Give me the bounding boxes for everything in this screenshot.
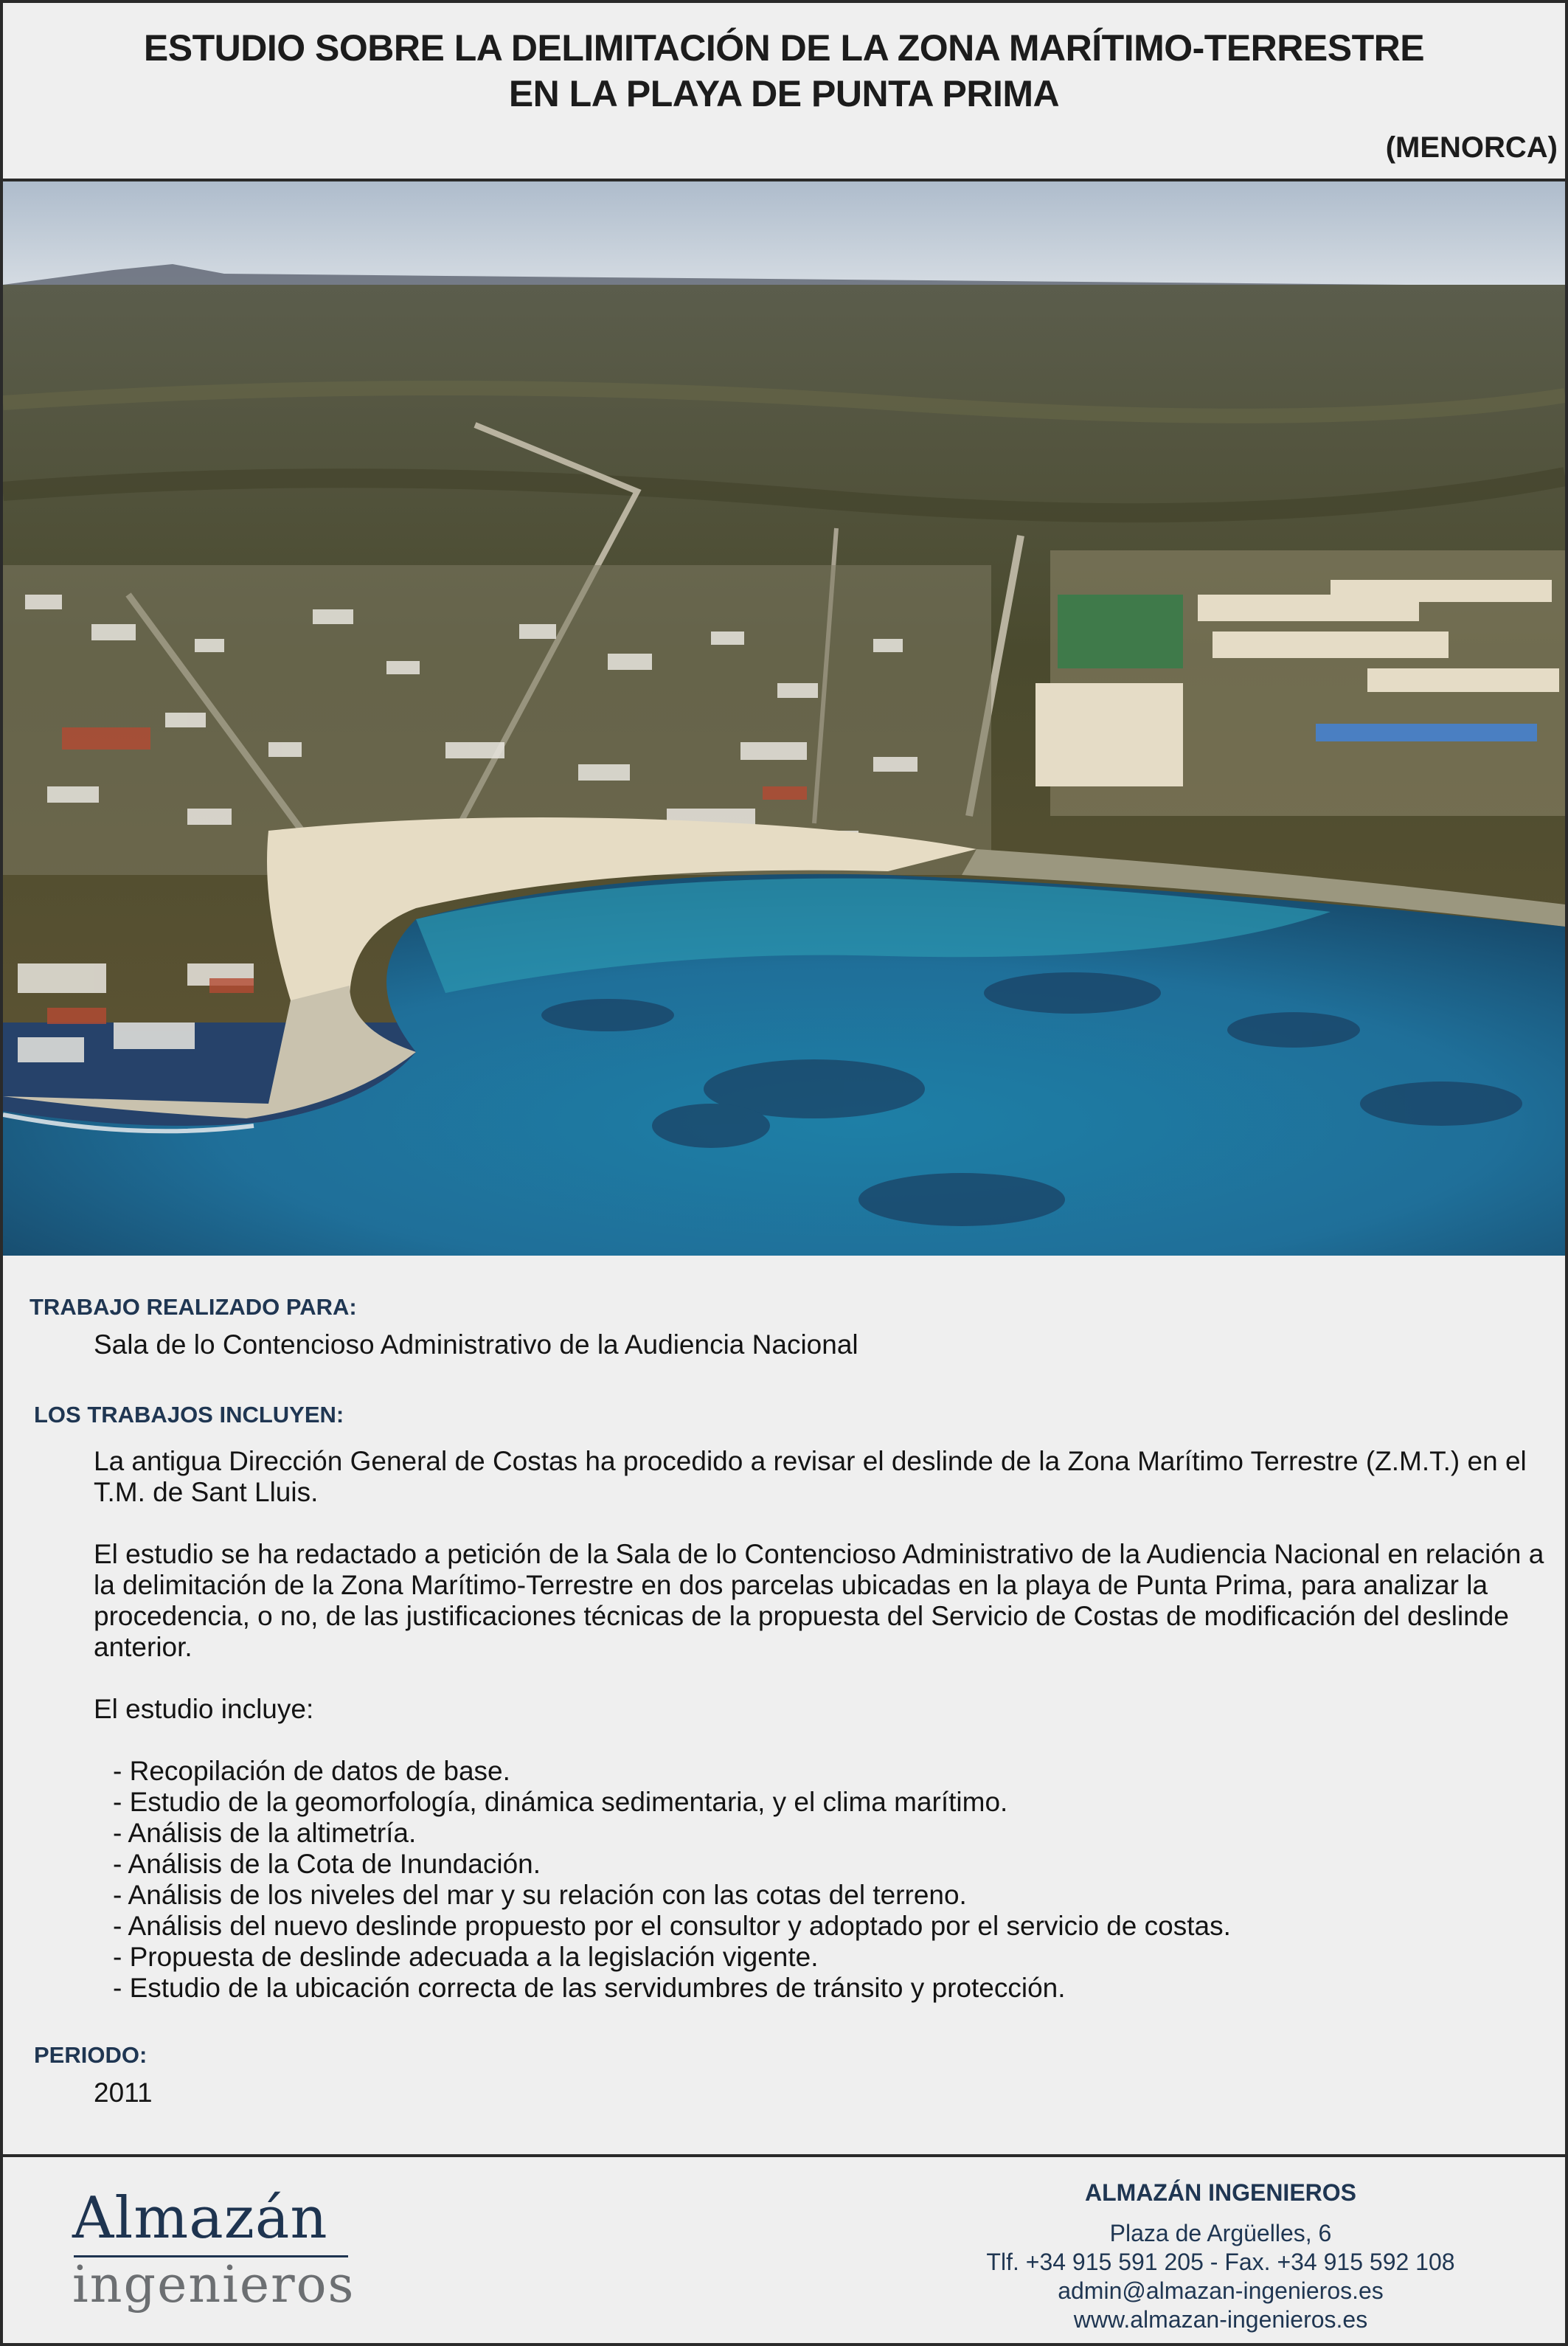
works-item: - Propuesta de deslinde adecuada a la legislación vigente. — [113, 1942, 819, 1972]
works-item: - Estudio de la ubicación correcta de las servidumbres de tránsito y protección. — [113, 1973, 1066, 2003]
company-address: Plaza de Argüelles, 6 — [1109, 2220, 1332, 2246]
company-phone: Tlf. +34 915 591 205 - Fax. +34 915 592 108 — [986, 2249, 1455, 2275]
aerial-photo — [3, 181, 1565, 1256]
works-items-list — [94, 1756, 1558, 2004]
footer — [0, 2154, 1568, 2346]
works-item: - Análisis del nuevo deslinde propuesto por el consultor y adoptado por el servicio de costas. — [113, 1911, 1231, 1941]
works-intro: El estudio incluye: — [94, 1694, 314, 1724]
page-title — [0, 25, 1568, 117]
period-value: 2011 — [94, 2077, 153, 2108]
title-line-2: EN LA PLAYA DE PUNTA PRIMA — [508, 73, 1060, 114]
period-label: PERIODO: — [34, 2042, 148, 2068]
works-item: - Análisis de la Cota de Inundación. — [113, 1849, 541, 1879]
region-label: (MENORCA) — [1385, 131, 1558, 164]
works-item: - Análisis de los niveles del mar y su relación con las cotas del terreno. — [113, 1880, 967, 1910]
company-logo-main: Almazán — [72, 2185, 328, 2252]
works-item: - Recopilación de datos de base. — [113, 1756, 510, 1786]
contact-block — [937, 2219, 1505, 2334]
aerial-photo-illustration — [3, 181, 1565, 1256]
works-item: - Estudio de la geomorfología, dinámica sedimentaria, y el clima marítimo. — [113, 1787, 1008, 1817]
company-website[interactable]: www.almazan-ingenieros.es — [1073, 2306, 1368, 2333]
works-item: - Análisis de la altimetría. — [113, 1818, 417, 1848]
company-logo-sub: ingenieros — [72, 2256, 355, 2314]
title-line-1: ESTUDIO SOBRE LA DELIMITACIÓN DE LA ZONA MARÍTIMO-TERRESTRE — [143, 27, 1425, 69]
works-paragraph-2: El estudio se ha redactado a petición de la Sala de lo Contencioso Administrativo de la Audiencia Nacional en relación a la delimitación de la Zona Marítimo-Terrestre en dos parcelas ubicadas en la playa de Punta Prima, para analizar la procedencia, o no, de las justificaciones técnicas de la propuesta del Servicio de Costas de modificación del deslinde anterior. — [94, 1539, 1544, 1662]
header — [0, 0, 1568, 181]
company-email[interactable]: admin@almazan-ingenieros.es — [1058, 2277, 1384, 2304]
works-description — [94, 1446, 1558, 2004]
works-label: LOS TRABAJOS INCLUYEN: — [34, 1402, 344, 1428]
company-name: ALMAZÁN INGENIEROS — [1085, 2179, 1356, 2206]
client-label: TRABAJO REALIZADO PARA: — [30, 1294, 357, 1320]
works-paragraph-1: La antigua Dirección General de Costas ha procedido a revisar el deslinde de la Zona Marítimo Terrestre (Z.M.T.) en el T.M. de Sant Lluis. — [94, 1446, 1527, 1507]
client-name: Sala de lo Contencioso Administrativo de la Audiencia Nacional — [94, 1329, 858, 1360]
